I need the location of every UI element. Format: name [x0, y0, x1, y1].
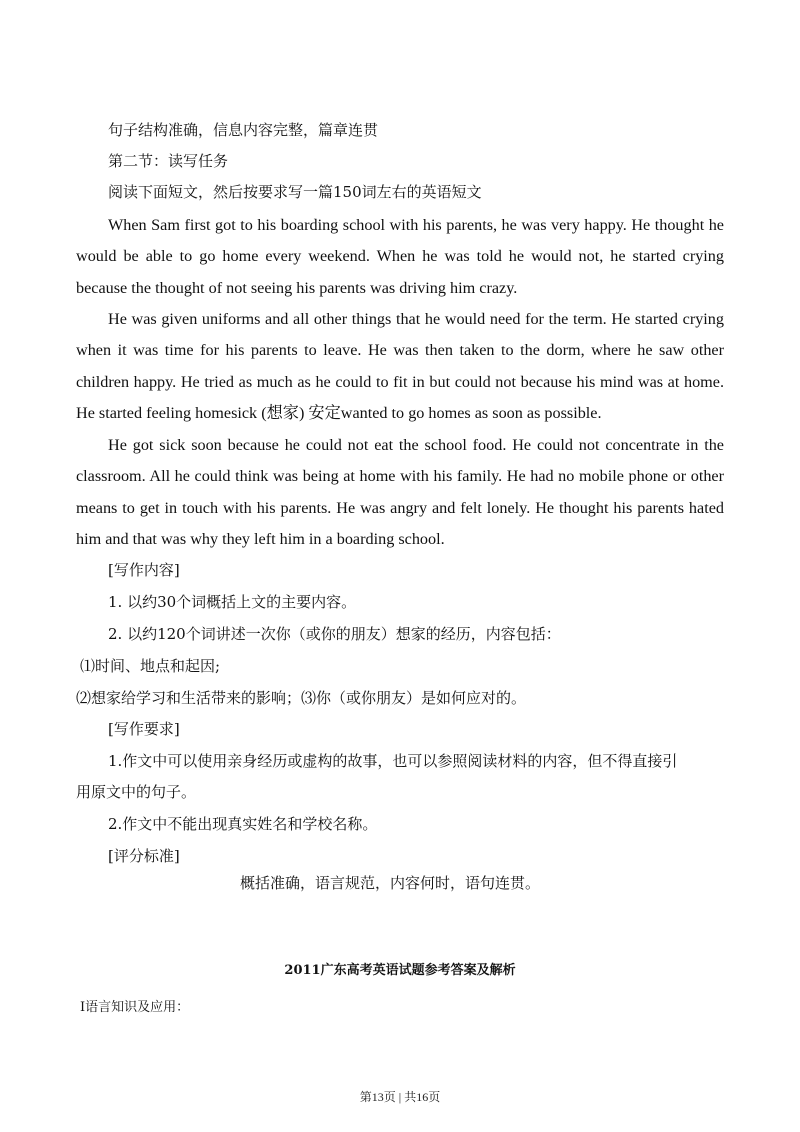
passage-paragraph-1: When Sam first got to his boarding school with his parents, he was very happy. He thought he would be able to go home every weekend. When he was told he would not, he started crying because the thought of not seeing his parents was driving him crazy.	[76, 216, 724, 297]
answer-section-title: 2011广东高考英语试题参考答案及解析	[284, 963, 516, 978]
content-item-2: 2. 以约120个词讲述一次你（或你的朋友）想家的经历，内容包括：	[108, 625, 561, 643]
requirement-item-2: 2.作文中不能出现真实姓名和学校名称。	[108, 815, 378, 833]
page-footer: 第13页 | 共16页	[359, 1090, 441, 1104]
instruction-line: 阅读下面短文，然后按要求写一篇150词左右的英语短文	[108, 183, 482, 201]
content-item-1: 1. 以约30个词概括上文的主要内容。	[108, 593, 357, 611]
passage-paragraph-2: He was given uniforms and all other things that he would need for the term. He started crying when it was time for his parents to leave. He was then taken to the dorm, where he saw other children happy. He tried as much as he could to fit in but could not because his mind was at home. He started feeling homesick (想家) 安定wanted to go homes as soon as possible.	[76, 310, 724, 423]
section-heading: 第二节：读写任务	[108, 152, 229, 170]
intro-line-1: 句子结构准确，信息内容完整，篇章连贯	[108, 121, 379, 139]
requirement-item-1-cont: 用原文中的句子。	[76, 783, 197, 801]
content-heading: [写作内容]	[108, 561, 180, 579]
content-subitem-2: ⑵想家给学习和生活带来的影响；⑶你（或你朋友）是如何应对的。	[76, 689, 527, 707]
scoring-heading: [评分标准]	[108, 847, 180, 865]
requirement-item-1: 1.作文中可以使用亲身经历或虚构的故事，也可以参照阅读材料的内容，但不得直接引	[108, 752, 678, 770]
passage-paragraph-3: He got sick soon because he could not eat the school food. He could not concentrate in the classroom. All he could think was being at home with his family. He had no mobile phone or other means to get in touch with his parents. He was angry and felt lonely. He thought his parents hated him and that was why they left him in a boarding school.	[76, 436, 724, 549]
scoring-text: 概括准确，语言规范，内容何时，语句连贯。	[240, 874, 541, 892]
requirement-heading: [写作要求]	[108, 720, 180, 738]
content-subitem-1: ⑴时间、地点和起因;	[80, 657, 221, 675]
section-label: Ⅰ语言知识及应用：	[80, 1000, 190, 1015]
